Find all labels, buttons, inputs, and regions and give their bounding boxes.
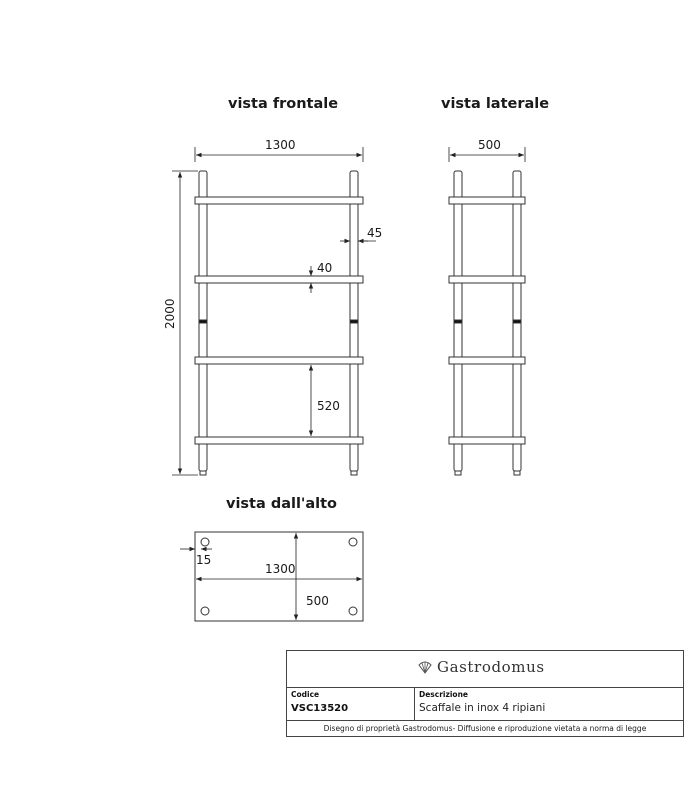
side-foot-left xyxy=(455,471,461,475)
shell-logo-icon xyxy=(417,659,433,675)
front-shelf-1 xyxy=(195,197,363,204)
front-view xyxy=(195,171,363,475)
side-view-title: vista laterale xyxy=(441,96,550,112)
top-shelf-outline xyxy=(195,532,363,621)
top-hole-bl xyxy=(201,607,209,615)
shelf-gap-label: 520 xyxy=(317,399,340,413)
top-hole-br xyxy=(349,607,357,615)
front-view-title: vista frontale xyxy=(228,96,339,112)
front-height-label: 2000 xyxy=(163,298,177,329)
front-foot-left xyxy=(200,471,206,475)
code-cell xyxy=(287,687,415,720)
side-shelf-2 xyxy=(449,276,525,283)
top-view-title: vista dall'alto xyxy=(226,496,338,512)
side-view xyxy=(449,171,525,475)
front-joint-left xyxy=(199,320,207,323)
shelf-thickness-label: 40 xyxy=(317,261,333,275)
front-shelf-2 xyxy=(195,276,363,283)
description-value: Scaffale in inox 4 ripiani xyxy=(419,702,546,714)
top-depth-label: 500 xyxy=(306,594,329,608)
copyright-notice: Disegno di proprietà Gastrodomus- Diffusione e riproduzione vietata a norma di legge xyxy=(323,724,647,733)
side-shelf-4 xyxy=(449,437,525,444)
description-label: Descrizione xyxy=(419,690,469,699)
front-foot-right xyxy=(351,471,357,475)
side-joint-right xyxy=(513,320,521,323)
front-width-label: 1300 xyxy=(265,138,296,152)
title-block-info-row xyxy=(287,687,683,721)
description-cell xyxy=(415,687,683,720)
side-depth-label: 500 xyxy=(478,138,501,152)
top-view xyxy=(195,532,363,621)
front-joint-right xyxy=(350,320,358,323)
title-block xyxy=(286,650,684,737)
side-joint-left xyxy=(454,320,462,323)
top-width-label: 1300 xyxy=(265,562,296,576)
code-value: VSC13520 xyxy=(291,703,349,714)
hole-offset-label: 15 xyxy=(196,553,212,567)
side-shelf-1 xyxy=(449,197,525,204)
front-shelf-3 xyxy=(195,357,363,364)
brand-name: Gastrodomus xyxy=(437,658,545,676)
top-hole-tl xyxy=(201,538,209,546)
top-hole-tr xyxy=(349,538,357,546)
brand-logo xyxy=(417,658,545,676)
side-shelf-3 xyxy=(449,357,525,364)
code-label: Codice xyxy=(291,690,320,699)
title-block-logo-row xyxy=(287,651,683,688)
front-shelf-4 xyxy=(195,437,363,444)
upright-width-label: 45 xyxy=(367,226,383,240)
side-foot-right xyxy=(514,471,520,475)
